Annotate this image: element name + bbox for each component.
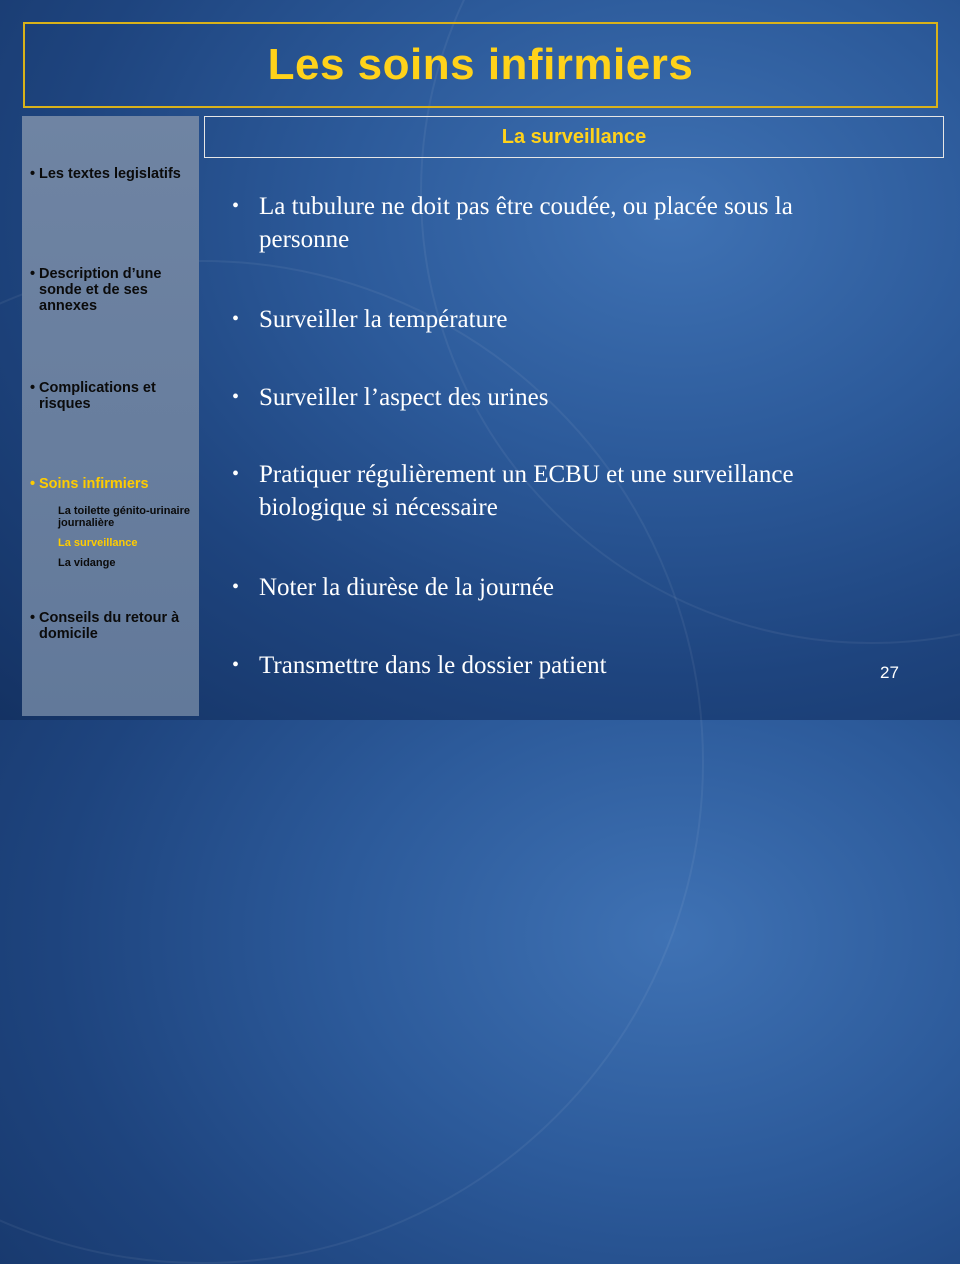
content-bullet — [232, 190, 872, 256]
bullet-icon: • — [232, 463, 240, 485]
content-bullet — [232, 303, 872, 336]
bullet-icon: • — [30, 476, 36, 492]
section-subtitle: La surveillance — [501, 125, 647, 148]
page-number: 27 — [880, 663, 899, 682]
bullet-text: La tubulure ne doit pas être coudée, ou placée sous la personne — [259, 193, 793, 253]
sidebar-nav — [22, 116, 199, 716]
content-bullet — [232, 649, 872, 682]
title-box — [23, 22, 938, 108]
bullet-icon: • — [30, 266, 36, 282]
sidebar-subitem-surveillance[interactable] — [58, 537, 208, 549]
bullet-text: Pratiquer régulièrement un ECBU et une surveillance biologique si nécessaire — [259, 461, 794, 521]
bullet-icon: • — [232, 195, 240, 217]
bullet-icon: • — [232, 386, 240, 408]
page-title: Les soins infirmiers — [267, 40, 694, 89]
content-bullet — [232, 458, 872, 524]
sidebar-item-description-sonde[interactable] — [30, 266, 190, 314]
bullet-icon: • — [30, 166, 36, 182]
bullet-text: Surveiller l’aspect des urines — [259, 384, 549, 411]
sidebar-item-soins-infirmiers[interactable] — [30, 476, 190, 492]
sidebar-subitem-label: La vidange — [58, 557, 116, 569]
sidebar-item-complications[interactable] — [30, 380, 190, 412]
sidebar-item-label: Description d’une sonde et de ses annexes — [39, 266, 162, 314]
bullet-icon: • — [232, 654, 240, 676]
sidebar-subitem-label: La toilette génito-urinaire journalière — [58, 505, 191, 529]
sidebar-item-label: Soins infirmiers — [39, 476, 149, 492]
bullet-icon: • — [30, 610, 36, 626]
sidebar-item-conseils-retour[interactable] — [30, 610, 190, 642]
sidebar-item-label: Les textes legislatifs — [39, 166, 181, 182]
sidebar-subitem-vidange[interactable] — [58, 557, 208, 569]
section-header-box — [204, 116, 944, 158]
sidebar-subitem-label: La surveillance — [58, 537, 138, 549]
bullet-text: Surveiller la température — [259, 306, 508, 333]
sidebar-item-label: Conseils du retour à domicile — [39, 610, 180, 642]
content-bullet — [232, 381, 872, 414]
bullet-icon: • — [232, 576, 240, 598]
sidebar-subitem-toilette[interactable] — [58, 505, 208, 529]
bullet-text: Transmettre dans le dossier patient — [259, 652, 607, 679]
bullet-icon: • — [30, 380, 36, 396]
bullet-icon: • — [232, 308, 240, 330]
bullet-text: Noter la diurèse de la journée — [259, 574, 555, 601]
sidebar-item-textes-legislatifs[interactable] — [30, 166, 190, 182]
content-bullet — [232, 571, 872, 604]
sidebar-item-label: Complications et risques — [39, 380, 156, 412]
